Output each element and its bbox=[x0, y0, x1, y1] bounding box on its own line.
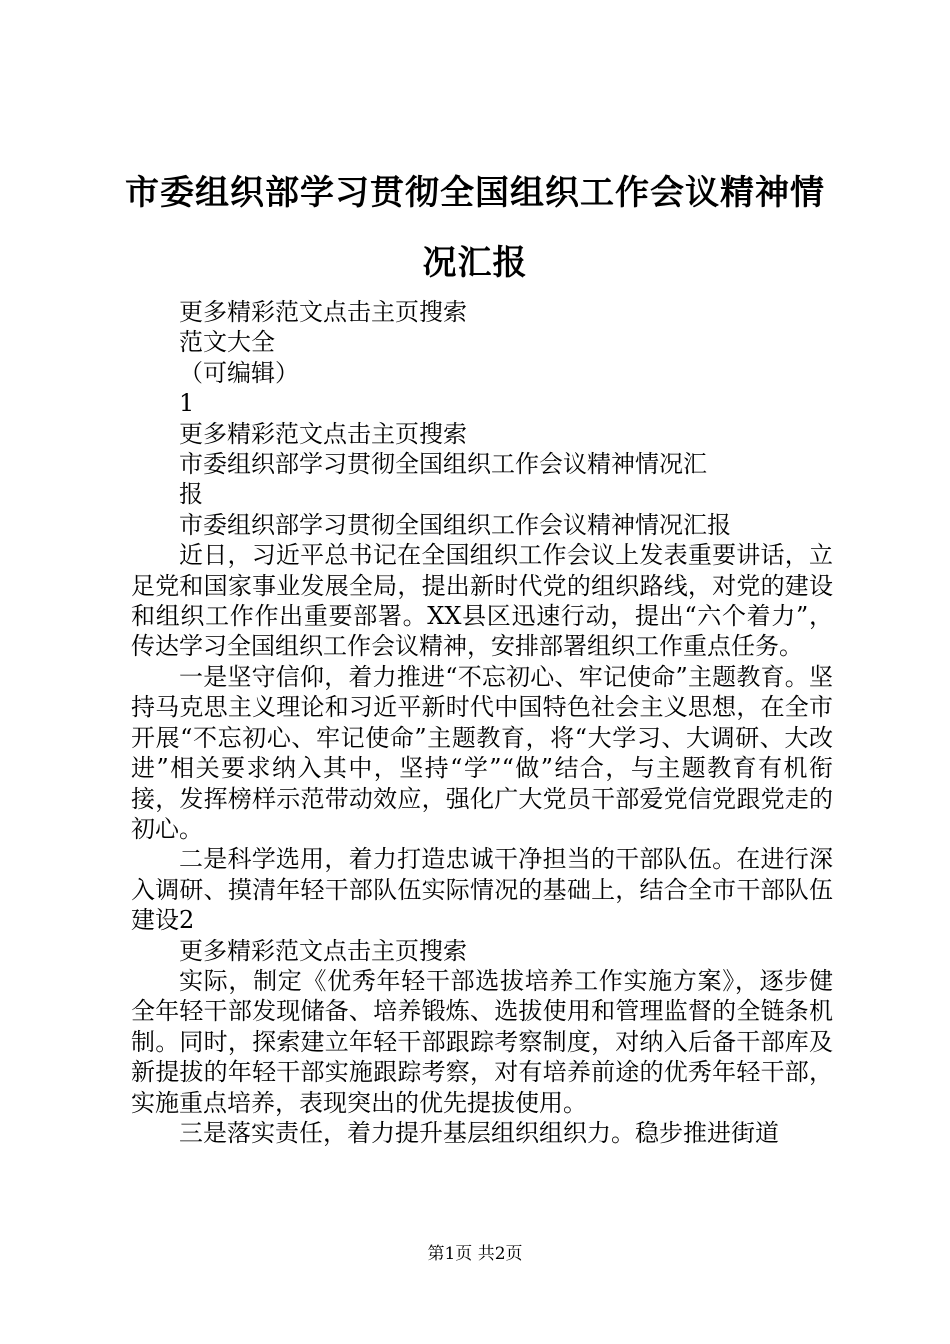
search-hint-line: 更多精彩范文点击主页搜索 bbox=[179, 936, 467, 965]
page-indicator: 第1页 共2页 bbox=[427, 1244, 523, 1264]
collection-name-line: 范文大全 bbox=[179, 328, 275, 357]
page-number-line: 1 bbox=[179, 389, 195, 418]
document-body bbox=[131, 297, 833, 1148]
paragraph-point-three: 三是落实责任，着力提升基层组织组织力。稳步推进街道 bbox=[179, 1118, 779, 1147]
subtitle-line-continued: 报 bbox=[179, 480, 203, 509]
paragraph-intro: 近日，习近平总书记在全国组织工作会议上发表重要讲话，立足党和国家事业发展全局，提出新时代党的组织路线，对党的建设和组织工作作出重要部署。XX县区迅速行动，提出“六个着力”，传达学习全国组织工作会议精神，安排部署组织工作重点任务。 bbox=[131, 541, 833, 661]
paragraph-point-two-continued: 实际，制定《优秀年轻干部选拔培养工作实施方案》，逐步健全年轻干部发现储备、培养锻炼、选拔使用和管理监督的全链条机制。同时，探索建立年轻干部跟踪考察制度，对纳入后备干部库及新提拔的年轻干部实施跟踪考察，对有培养前途的优秀年轻干部，实施重点培养，表现突出的优先提拔使用。 bbox=[131, 966, 833, 1117]
paragraph-point-two: 二是科学选用，着力打造忠诚干净担当的干部队伍。在进行深入调研、摸清年轻干部队伍实际情况的基础上，结合全市干部队伍建设2 bbox=[131, 845, 833, 935]
subtitle-line: 市委组织部学习贯彻全国组织工作会议精神情况汇 bbox=[179, 450, 707, 479]
search-hint-line: 更多精彩范文点击主页搜索 bbox=[179, 298, 467, 326]
document-title: 市委组织部学习贯彻全国组织工作会议精神情况汇报 bbox=[125, 173, 825, 283]
paragraph-point-one: 一是坚守信仰，着力推进“不忘初心、牢记使命”主题教育。坚持马克思主义理论和习近平新时代中国特色社会主义思想，在全市开展“不忘初心、牢记使命”主题教育，将“大学习、大调研、大改进”相关要求纳入其中，坚持“学”“做”结合，与主题教育有机衔接，发挥榜样示范带动效应，强化广大党员干部爱党信党跟党走的初心。 bbox=[131, 662, 833, 843]
editable-note-line: （可编辑） bbox=[179, 358, 299, 387]
search-hint-line: 更多精彩范文点击主页搜索 bbox=[179, 419, 467, 448]
heading-line: 市委组织部学习贯彻全国组织工作会议精神情况汇报 bbox=[179, 510, 731, 539]
